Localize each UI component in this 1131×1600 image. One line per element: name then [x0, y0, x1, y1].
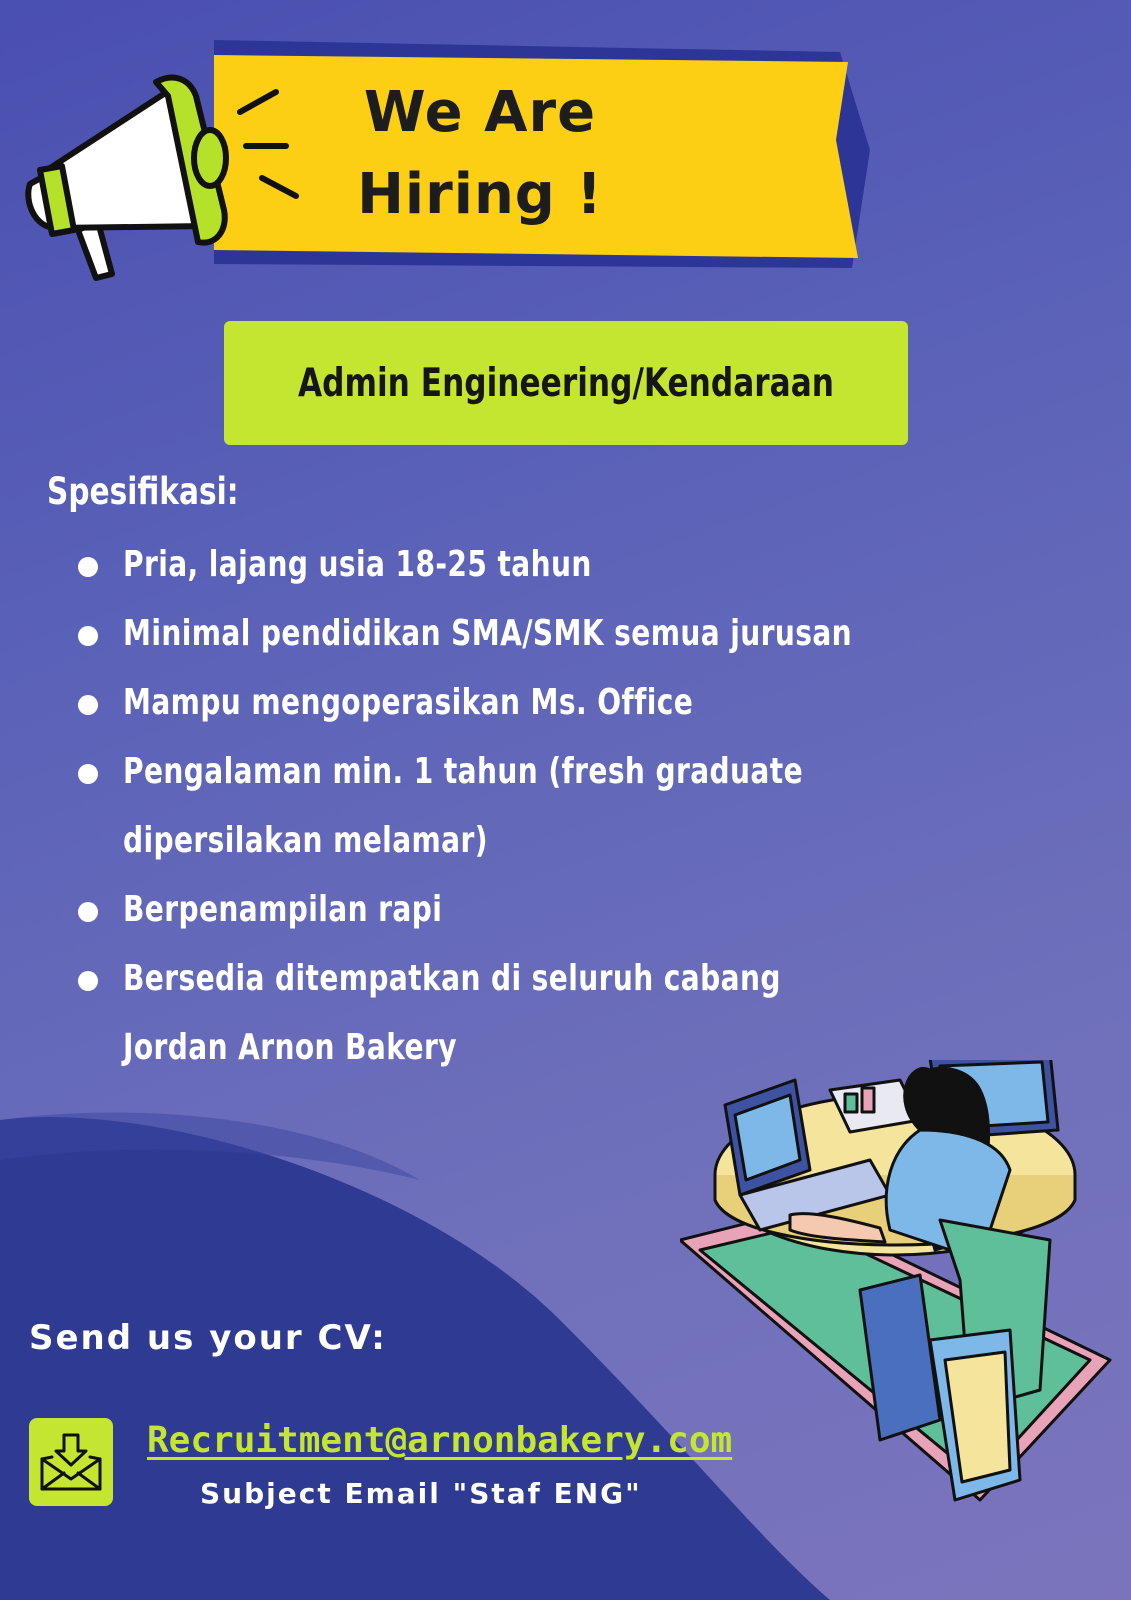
list-item: Pria, lajang usia 18-25 tahun — [78, 530, 978, 599]
list-item: Berpenampilan rapi — [78, 875, 978, 944]
spec-list — [78, 530, 978, 1082]
spec-heading: Spesifikasi: — [47, 470, 239, 513]
position-title: Admin Engineering/Kendaraan — [298, 360, 834, 406]
banner-title — [300, 72, 660, 236]
list-item: Minimal pendidikan SMA/SMK semua jurusan — [78, 599, 978, 668]
position-title-box — [224, 321, 908, 445]
list-item: Bersedia ditempatkan di seluruh cabang Jordan Arnon Bakery — [78, 944, 978, 1082]
office-worker-illustration — [680, 1060, 1120, 1510]
send-cv-label: Send us your CV: — [29, 1318, 387, 1358]
banner-title-line2: Hiring ! — [357, 162, 603, 227]
mail-download-icon — [29, 1418, 113, 1506]
list-item: Mampu mengoperasikan Ms. Office — [78, 668, 978, 737]
email-subject-text: Subject Email "Staf ENG" — [200, 1477, 642, 1510]
recruitment-email-link[interactable]: Recruitment@arnonbakery.com — [147, 1420, 733, 1461]
banner-title-line1: We Are — [363, 80, 597, 145]
list-item: Pengalaman min. 1 tahun (fresh graduate dipersilakan melamar) — [78, 737, 978, 875]
